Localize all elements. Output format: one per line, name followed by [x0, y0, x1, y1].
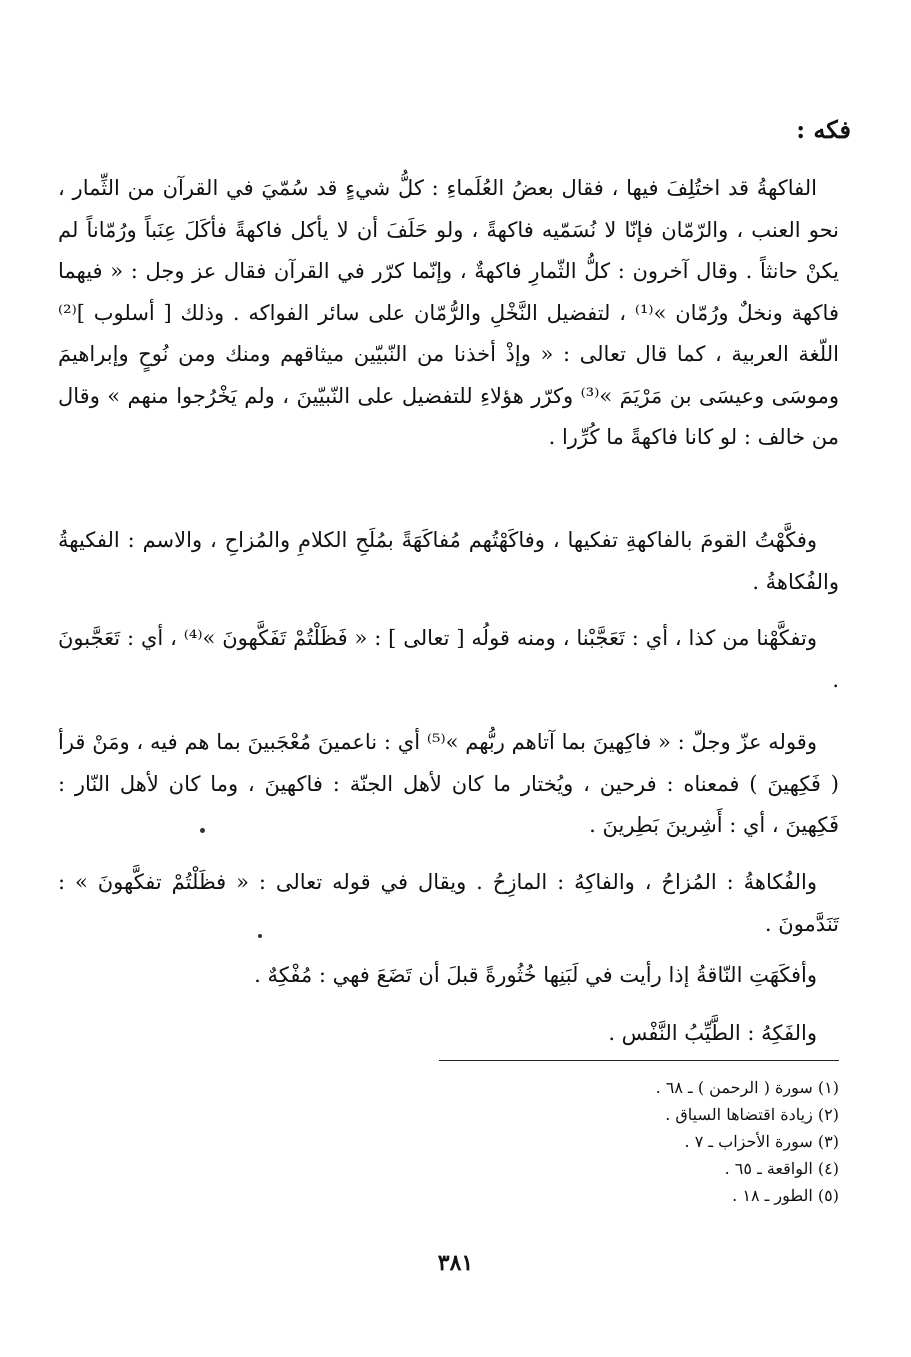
paragraph-fakih: والفَكِهُ : الطَّيِّبُ النَّفْس . — [608, 1021, 817, 1045]
paragraph-fukaha: والفُكاهةُ : المُزاحُ ، والفاكِهُ : المازِحُ . ويقال في قوله تعالى : « فظَلْتُمْ تفكَّهونَ » : تَنَدَّمونَ . — [58, 870, 839, 936]
footnote-item: (٣) سورة الأحزاب ـ ٧ . — [684, 1132, 839, 1151]
footnote-item: (٢) زيادة اقتضاها السياق . — [665, 1105, 839, 1124]
entry-heading: فكه : — [796, 115, 851, 144]
footnote-item: (٥) الطور ـ ١٨ . — [732, 1186, 839, 1205]
paragraph-afkahat: وأفكَهَتِ النّاقةُ إذا رأيت في لَبَنِها خُثُورةً قبلَ أن تَضَعَ فهي : مُفْكِهٌ . — [254, 963, 817, 987]
page-number: ٣٨١ — [437, 1250, 474, 1276]
footnote-separator — [439, 1060, 839, 1061]
paragraph-fakiha: الفاكهةُ قد اختُلِفَ فيها ، فقال بعضُ العُلَماءِ : كلُّ شيءٍ قد سُمّيَ في القرآن من الثِّمار ، نحو العنب ، والرّمّان فإنّا لا نُسَمّيه فاكهةً ، ولو حَلَفَ أن لا يأكل فاكهةً فأكَلَ عِنَباً ورُمّاناً لم يكنْ حانثاً . وقال آخرون : كلُّ الثّمارِ فاكهةٌ ، وإنّما كرّر في القرآن فقال عز وجل : « فيهما فاكهة ونخلٌ ورُمّان »⁽¹⁾ ، لتفضيل النَّخْلِ والرُّمّان على سائر الفواكه . وذلك [ أسلوب ]⁽²⁾ اللّغة العربية ، كما قال تعالى : « وإذْ أخذنا من النّبيّين ميثاقهم ومنك ومن نُوحٍ وإبراهيمَ وموسَى وعيسَى بن مَرْيَمَ »⁽³⁾ وكرّر هؤلاءِ للتفضيل على النّبيّينَ ، ولم يَخْرُجوا منهم » وقال من خالف : لو كانا فاكهةً ما كُرِّرا . — [58, 176, 839, 449]
footnotes — [656, 1074, 839, 1209]
ink-speck — [258, 934, 262, 938]
paragraph-fakkahtu: وفكَّهْتُ القومَ بالفاكهةِ تفكيها ، وفاكَهْتُهم مُفاكَهَةً بمُلَحِ الكلامِ والمُزاحِ ، والاسم : الفكيهةُ والفُكاهةُ . — [58, 528, 839, 594]
footnote-item: (١) سورة ( الرحمن ) ـ ٦٨ . — [655, 1078, 839, 1097]
footnote-item: (٤) الواقعة ـ ٦٥ . — [724, 1159, 839, 1178]
paragraph-fakihin: وقوله عزّ وجلّ : « فاكِهينَ بما آتاهم ربُّهم »⁽⁵⁾ أي : ناعمينَ مُعْجَبينَ بما هم فيه ، ومَنْ قرأ ( فَكِهينَ ) فمعناه : فرحين ، ويُختار ما كان لأهل الجنّة : فاكهينَ ، وما كان لأهل النّار : فَكِهينَ ، أي : أَشِرينَ بَطِرينَ . — [58, 730, 839, 837]
paragraph-tafakkahna: وتفكَّهْنا من كذا ، أي : تَعَجَّبْنا ، ومنه قولُه [ تعالى ] : « فَظَلْتُمْ تَفَكَّهونَ »⁽⁴⁾ ، أي : تَعَجَّبونَ . — [58, 626, 839, 692]
ink-speck — [200, 828, 205, 833]
